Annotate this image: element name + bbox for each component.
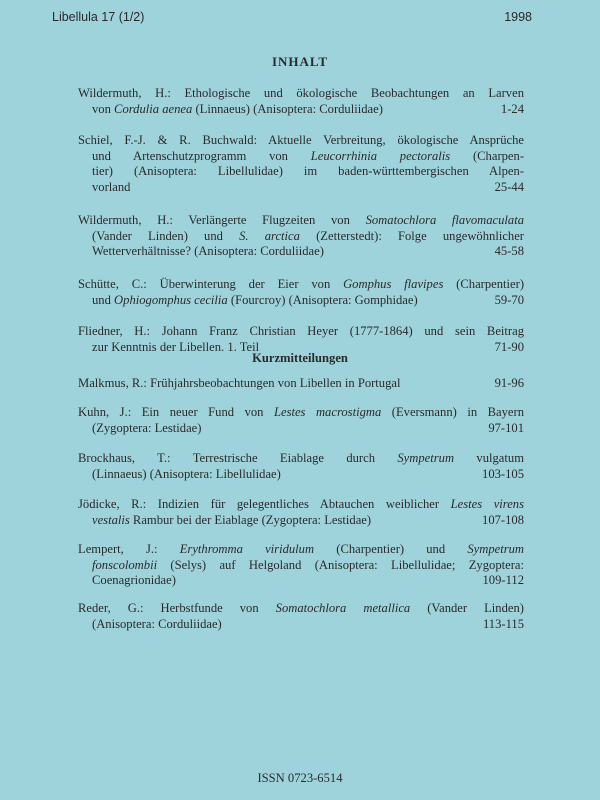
toc-entry-text: (Zygoptera: Lestidae) [92,420,202,435]
toc-entry-text: und Artenschutzprogramm von Leucorrhinia pectoralis (Charpen- [92,148,525,163]
toc-entry-pages: 113-115 [482,616,524,631]
issn: ISSN 0723-6514 [257,771,343,785]
toc-entry-text: tier) (Anisoptera: Libellulidae) im baden-württembergischen Alpen- [92,164,524,178]
toc-entry [78,601,524,632]
toc-entry-text: (Vander Linden) und S. arctica (Zetterstedt): Folge ungewöhnlicher [92,228,524,243]
toc-entry-text: Coenagrionidae) [92,573,176,587]
short-communications-heading: Kurzmitteilungen [252,351,348,365]
toc-entry-text: Brockhaus, T.: Terrestrische Eiablage durch Sympetrum vulgatum [78,451,524,465]
toc-entry-text: Malkmus, R.: Frühjahrsbeobachtungen von Libellen in Portugal [78,376,401,390]
toc-entry [78,542,524,589]
toc-entry [78,376,524,392]
toc-entry-text: Lempert, J.: Erythromma viridulum (Charpentier) und Sympetrum [78,542,525,556]
toc-entry-text: und Ophiogomphus cecilia (Fourcroy) (Anisoptera: Gomphidae) [92,292,418,307]
toc-entry [78,497,524,528]
toc-entry-text: (Linnaeus) (Anisoptera: Libellulidae) [92,466,281,481]
toc-entry-text: Wildermuth, H.: Ethologische und ökologische Beobachtungen an Larven [78,86,524,100]
toc-entry-pages: 91-96 [494,376,524,390]
toc-entry-pages: 109-112 [482,573,524,587]
contents-title: INHALT [271,54,329,69]
toc-entry [78,405,524,436]
toc-entry-pages: 25-44 [494,179,524,194]
toc-entry-text: Schütte, C.: Überwinterung der Eier von Gomphus flavipes (Charpentier) [78,277,525,291]
journal-volume: Libellula 17 (1/2) [52,10,145,24]
toc-entry-text: Fliedner, H.: Johann Franz Christian Heyer (1777-1864) und sein Beitrag [78,324,524,338]
toc-entry-text: fonscolombii (Selys) auf Helgoland (Anisoptera: Libellulidae; Zygoptera: [92,557,524,572]
publication-year: 1998 [504,10,532,24]
toc-entry-text: Reder, G.: Herbstfunde von Somatochlora metallica (Vander Linden) [78,601,524,615]
toc-entry [78,451,524,482]
toc-entry-text: zur Kenntnis der Libellen. 1. Teil [92,339,260,354]
toc-entry [78,86,524,117]
toc-entry-text: (Anisoptera: Corduliidae) [92,616,222,631]
toc-entry [78,277,524,308]
toc-entry-text: Wetterverhältnisse? (Anisoptera: Corduliidae) [92,244,324,258]
toc-entry-text: Wildermuth, H.: Verlängerte Flugzeiten von Somatochlora flavomaculata [78,213,524,227]
toc-entry-text: vestalis Rambur bei der Eiablage (Zygoptera: Lestidae) [92,512,372,527]
toc-entry-text: Schiel, F.-J. & R. Buchwald: Aktuelle Verbreitung, ökologische Ansprüche [78,133,524,147]
toc-entry-text: Kuhn, J.: Ein neuer Fund von Lestes macrostigma (Eversmann) in Bayern [78,405,524,419]
toc-entry [78,133,524,195]
toc-entry-pages: 1-24 [500,101,524,116]
toc-entry-text: von Cordulia aenea (Linnaeus) (Anisoptera: Corduliidae) [92,101,383,116]
toc-entry [78,213,524,260]
toc-entry-text: vorland [92,179,131,194]
toc-entry-pages: 45-58 [494,244,524,258]
toc-entry-text: Jödicke, R.: Indizien für gelegentliches Abtauchen weiblicher Lestes virens [78,497,525,511]
toc-entry-pages: 97-101 [488,420,524,435]
toc-entry-pages: 59-70 [494,292,524,307]
page-header [52,10,532,24]
toc-entry-pages: 107-108 [482,512,524,527]
toc-entry-pages: 71-90 [494,339,524,354]
toc-entry-pages: 103-105 [482,466,524,481]
